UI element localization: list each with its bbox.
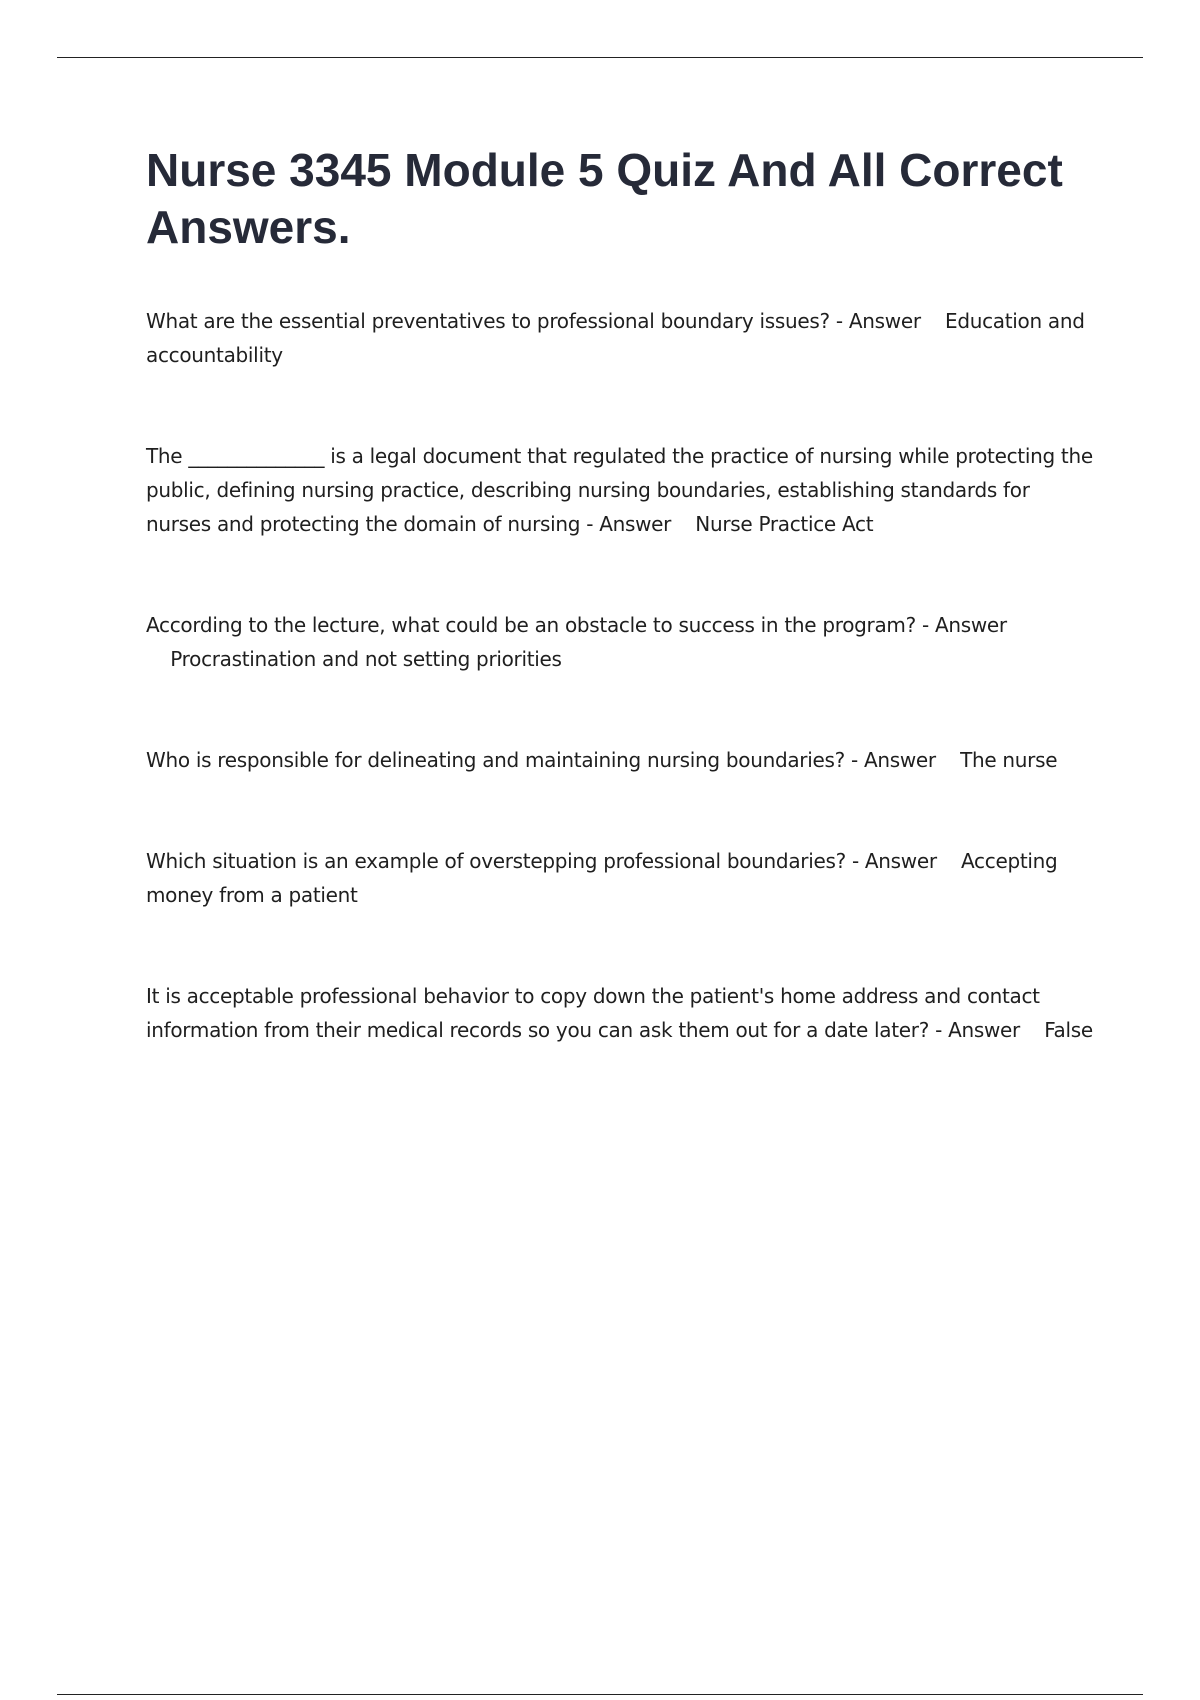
question-text: What are the essential preventatives to professional boundary issues? [146,309,830,333]
answer-text: Education and accountability [146,309,1085,367]
answer-marker: - Answer [835,309,921,333]
qa-item [146,439,1096,541]
answer-marker: - Answer [851,748,936,772]
document-body [146,142,1096,1114]
answer-text: Accepting money from a patient [146,849,1058,907]
answer-marker: - Answer [586,512,672,536]
question-text: It is acceptable professional behavior to copy down the patient's home address and contact information from their medical records so you can ask them out for a date later? [146,984,1040,1042]
question-text: Who is responsible for delineating and maintaining nursing boundaries? [146,748,845,772]
answer-text: Nurse Practice Act [695,512,874,536]
footer-rule [57,1694,1143,1695]
answer-text: Procrastination and not setting priorities [170,647,562,671]
question-text: Which situation is an example of overstepping professional boundaries? [146,849,846,873]
question-text: According to the lecture, what could be an obstacle to success in the program? [146,613,916,637]
qa-item [146,979,1096,1047]
header-rule [57,57,1143,58]
answer-marker: - Answer [921,613,1007,637]
question-text: The ______________ is a legal document that regulated the practice of nursing while protecting the public, defining nursing practice, describing nursing boundaries, establishing standards for nurses and protecting the domain of nursing [146,444,1093,536]
answer-text: The nurse [960,748,1058,772]
qa-item [146,844,1096,912]
qa-item [146,304,1096,372]
answer-marker: - Answer [935,1018,1020,1042]
answer-marker: - Answer [851,849,937,873]
document-title: Nurse 3345 Module 5 Quiz And All Correct Answers. [146,144,1063,253]
answer-text: False [1044,1018,1093,1042]
qa-list [146,304,1096,1047]
qa-item [146,608,1096,676]
qa-item [146,743,1096,777]
